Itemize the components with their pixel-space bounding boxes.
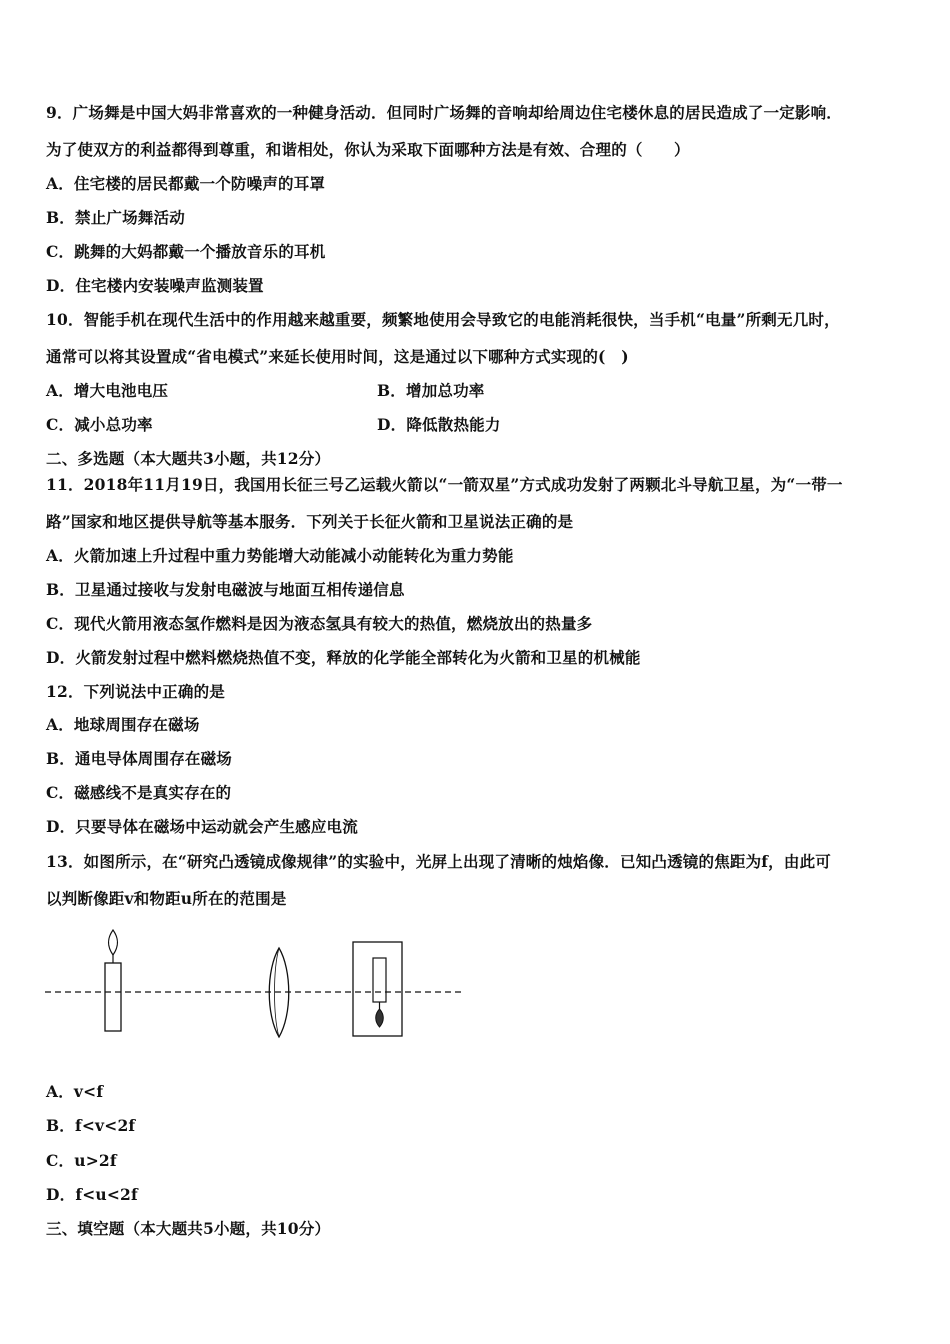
q9-option-c: C．跳舞的大妈都戴一个播放音乐的耳机: [46, 242, 326, 261]
q12-option-d: D．只要导体在磁场中运动就会产生感应电流: [46, 817, 358, 836]
q10-stem-line1: 10．智能手机在现代生活中的作用越来越重要，频繁地使用会导致它的电能消耗很快，当手机“电量”所剩无几时，: [46, 310, 840, 329]
q13-stem-line1: 13．如图所示，在“研究凸透镜成像规律”的实验中，光屏上出现了清晰的烛焰像．已知凸透镜的焦距为f，由此可: [46, 852, 831, 871]
q11-stem-line1: 11．2018年11月19日，我国用长征三号乙运载火箭以“一箭双星”方式成功发射了两颗北斗导航卫星，为“一带一: [46, 475, 843, 494]
q9-stem-line1: 9．广场舞是中国大妈非常喜欢的一种健身活动．但同时广场舞的音响却给周边住宅楼休息的居民造成了一定影响．: [46, 103, 842, 122]
q13-stem-line2: 以判断像距v和物距u所在的范围是: [46, 889, 287, 908]
q13-option-c: C．u>2f: [46, 1151, 117, 1170]
q10-option-c: C．减小总功率: [46, 415, 153, 434]
q12-option-b: B．通电导体周围存在磁场: [46, 749, 233, 768]
q11-stem-line2: 路”国家和地区提供导航等基本服务．下列关于长征火箭和卫星说法正确的是: [46, 512, 574, 531]
q12-stem: 12．下列说法中正确的是: [46, 682, 225, 701]
q13-option-d: D．f<u<2f: [46, 1185, 138, 1204]
candle-icon: [105, 930, 121, 1031]
q9-option-d: D．住宅楼内安装噪声监测装置: [46, 276, 264, 295]
section-heading-fill-in: 三、填空题（本大题共5小题，共10分）: [46, 1219, 331, 1238]
q11-option-c: C．现代火箭用液态氢作燃料是因为液态氢具有较大的热值，燃烧放出的热量多: [46, 614, 593, 633]
section-heading-multiple-choice: 二、多选题（本大题共3小题，共12分）: [46, 449, 331, 468]
q12-option-c: C．磁感线不是真实存在的: [46, 783, 232, 802]
q11-option-a: A．火箭加速上升过程中重力势能增大动能减小动能转化为重力势能: [46, 546, 514, 565]
q9-option-b: B．禁止广场舞活动: [46, 208, 185, 227]
q10-option-d: D．降低散热能力: [377, 415, 501, 434]
q13-option-a: A．v<f: [46, 1082, 104, 1101]
q10-option-b: B．增加总功率: [377, 381, 485, 400]
light-screen-icon: [353, 942, 402, 1036]
q12-option-a: A．地球周围存在磁场: [46, 715, 200, 734]
q11-option-d: D．火箭发射过程中燃料燃烧热值不变，释放的化学能全部转化为火箭和卫星的机械能: [46, 648, 641, 667]
q9-option-a: A．住宅楼的居民都戴一个防噪声的耳罩: [46, 174, 326, 193]
q9-stem-line2: 为了使双方的利益都得到尊重，和谐相处，你认为采取下面哪种方法是有效、合理的（ ）: [46, 140, 690, 159]
q10-stem-line2: 通常可以将其设置成“省电模式”来延长使用时间，这是通过以下哪种方式实现的( ): [46, 347, 629, 366]
lens-experiment-figure: [40, 925, 470, 1045]
q11-option-b: B．卫星通过接收与发射电磁波与地面互相传递信息: [46, 580, 405, 599]
q10-option-a: A．增大电池电压: [46, 381, 169, 400]
q13-option-b: B．f<v<2f: [46, 1116, 136, 1135]
